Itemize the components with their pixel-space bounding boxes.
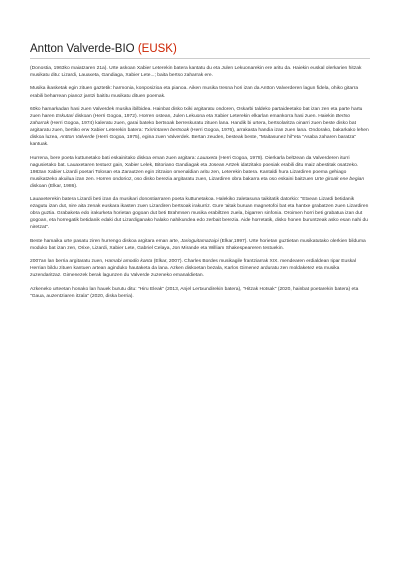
- paragraph-lizardi-quote: Lauaxeterekin batera Lizardi beti izan da musikari donostiarraren poeta kuttunetakoa. Halekiko zaletasuna taikitatik datorkio: "Etxean Lizardi betidanik ezagutu izan dut, nire aita zenak euskara ikasten zuen Lizardiren bertsoak irakurriz. Gure 'aitak buruan magnetofoi bat eta hantxe grabatzen zuen Lizardiren obra guztia. Grabaketa edo irakurketa horietan gogoan dut beti Brahmsen musika erabiltzen zuela, bigarren sinfonia. Oroimen horri beti grabatua izan dut gogoan, eta horregatik betidanik edaki dut Lizardiganako halako nahikundea edo zerbait berezia. Aide horretatik, disko honen buruntzeak asko esan nahi du niretzat".: [30, 197, 369, 231]
- paragraph-lauaxeta: [30, 155, 370, 190]
- paragraph-studies: Musika ikasketak egin zituen gaztetik: harmonia, konposizioa eta pianoa. Aiken musika tresna hori izan da Antton Valverderen lagun fidela, ohiko gitarra erabili beharrean pianoz jantzi baititu musikatu dituen poemak.: [30, 86, 359, 99]
- text-run: 60ko hamarkadan hasi zuen Valverdek musika ibilbidea. Hainbat disko txiki argitaratu ondoren, Oskarbi taldeko partaideetako bat izan zen eta parte hartu zuen haren: [30, 106, 363, 120]
- page-title: [30, 42, 370, 56]
- text-run: Beste hamaika urte pasatu ziren hurrengo diskoa argitara eman arte,: [30, 238, 181, 244]
- paragraph-2007-album: [30, 258, 370, 279]
- title-text: Antton Valverde-BIO: [30, 43, 135, 55]
- album-title: Bertso zaharrak: [30, 114, 350, 127]
- paragraph-recent-works: Azkeneko urteetan honako lan hauek burutu ditu: "Hiru Eleak" (2013, Anjel Lertxundirekin batera), "Hitzak Hotsak" (2020, hainbat poetarekin batera) eta "Gaua, auzentziaren itzala" (2020, diska berria).: [30, 286, 359, 299]
- text-run: (Elkar, 2007). Charles Bordes musikagile frantziarrak XIX. mendearen erdialdean Iipar Euskal Herrian bildu zituen kantuen artean aginduko hautaketa da lana. Azken diskoetan bezala, Karlos Gimenez arduratu zen moldaketez eta musika zuzendaritzaz. Gimenezek berak lagunzen du Valverde zuzeneko emanaldietan.: [30, 259, 356, 279]
- paragraph-career-start: [30, 106, 370, 148]
- album-title: Urte giroak ene begian: [314, 176, 365, 182]
- language-tag: (EUSK): [137, 43, 177, 55]
- paragraph-intro: (Donostia, 1963ko maiatzaren 21a). Urte askoan Xabier Leterekin batera kantatu du eta Julen Lekuonarekin ere aritu da. Haiekin euskal olerkarien hitzak musikatu ditu: Lizardi, Lauaxeta, Gandiaga, Xabier Lete...; baita bertso zaharrak ere.: [30, 66, 362, 79]
- album-title: Txirrintaren bertsoak: [144, 128, 190, 134]
- album-title: Hamabi amodio kanta: [104, 259, 153, 265]
- text-run: (Herri Gogoa, 1978). Oierkarla beltzean da Valverderen iturri nagusietako bat. Lauaxetaren testuez gain, Xabier Lelek, Bitoriano Gandiagak eta Josean Artzek idatzitako poesiak erabili ditu maiz abestitak osatzeko. 1983an Xabier Lizardi poetari Tolosan eta Zarautzen egin zitzaion omenaldian aritu zen, Leterekin batera. Kantaldi hura Lizardiren poema gehiago musikatzeko akuilua izan zen. Horren ondorioz, oso disko bereziа argitaratu zuen, Lizardiren obra bakarra eta oso eskaini baitzuen: [30, 155, 359, 182]
- text-run: (Herri Gogoa, 1976), arrakasta handia izan zuen lana. Ondorako, bakarkako lehen diskoa luzea,: [30, 128, 369, 141]
- text-run: 2007an lan berria argitaratu zuen,: [30, 259, 105, 265]
- paragraph-1997-album: [30, 238, 370, 252]
- text-run: diskoan (Elkar, 1986).: [30, 183, 78, 189]
- text-run: (Herri Gogoa, 1975), egina zuen Valverdek. Bertan zeuden, besteak beste, "Maitasunez hil"eta "Asaba zaharen baratza" kantuak.: [30, 135, 357, 148]
- text-run: diskoan (Herri Gogoa, 1972). Horren ostean, Julen Lekuona eta Xabier Leterekin elkarlan emankorra hasi zuen. Haiekin: [73, 114, 336, 120]
- text-run: (Elkar,1997). Urte horietan guztietan musikatutako olerkien bilduma moduko bat izan zen, Orixe, Lizardi, Xabier Lete, Gabriel Celaya, Jon Mirande eta William Shakespeareren testuekin.: [30, 238, 366, 251]
- album-title: Lauaxeta: [197, 155, 218, 161]
- text-run: (Herri Gogoa, 1974) kaleratu zuen, garai bateko bertsoak berreskuratu zituen lana. Handik bi urtera, bertsolaritza oinarri zuen beste disko bat argitaratu zuen, bertiko erw Xabier Leterekin batera:: [30, 121, 356, 134]
- album-title: Eskutari: [55, 114, 74, 120]
- text-run: Hurrena, bere poeta kuttunetako bati eskainitako diskoa eman zuen argitara:: [30, 155, 198, 161]
- album-title: Jarioguitamazaipi: [180, 238, 219, 244]
- album-title: Antton Valverde: [59, 135, 95, 141]
- title-divider: [30, 58, 370, 59]
